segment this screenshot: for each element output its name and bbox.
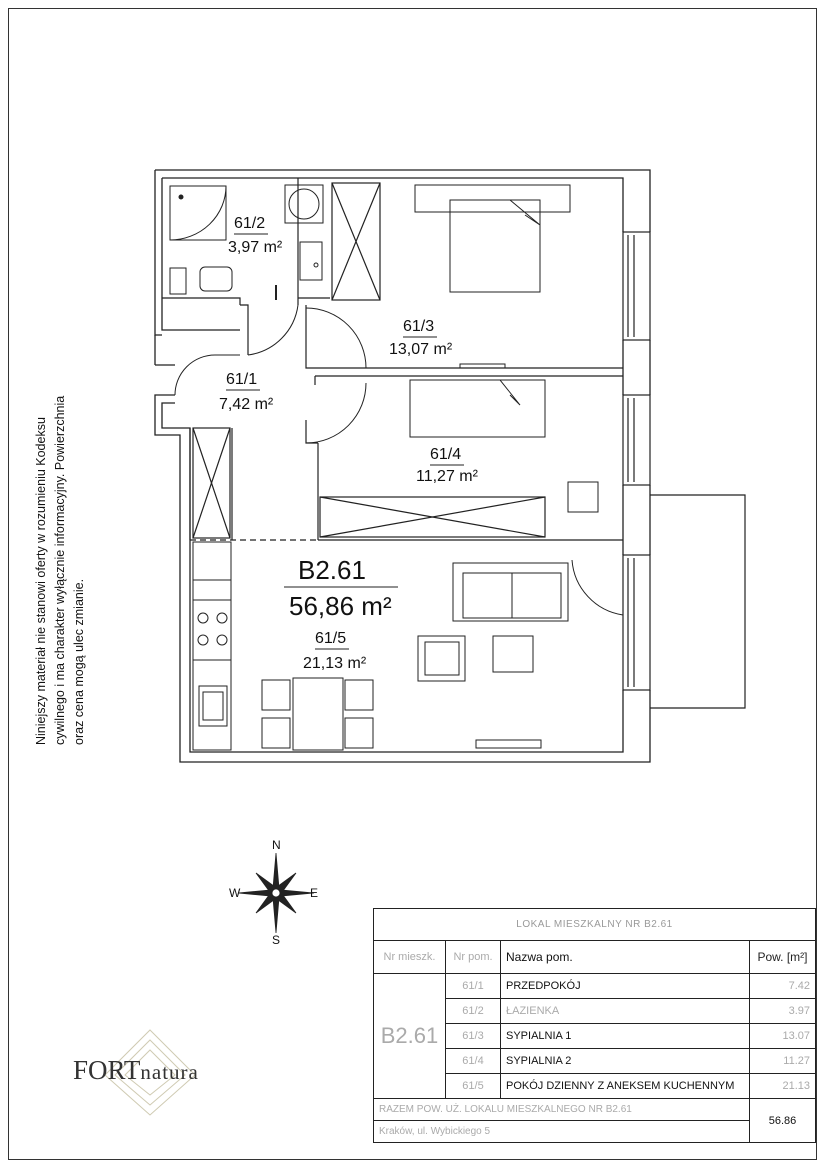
total-value: 56.86 [750,1099,816,1143]
row-room-area: 13.07 [750,1024,816,1049]
row-room-no: 61/4 [446,1049,501,1074]
room-61-5-area: 21,13 m² [303,655,367,672]
disclaimer-line-2: cywilnego i ma charakter wyłącznie informacyjny. Powierzchnia [53,395,67,745]
compass-rose [238,853,314,933]
col-name-header: Nazwa pom. [501,941,750,974]
row-room-area: 11.27 [750,1049,816,1074]
address: Kraków, ul. Wybickiego 5 [374,1121,750,1143]
legend-title: LOKAL MIESZKALNY NR B2.61 [374,909,816,941]
row-room-name: SYPIALNIA 2 [501,1049,750,1074]
room-61-4-area: 11,27 m² [416,468,478,485]
interior-walls [162,178,623,540]
row-room-area: 7.42 [750,974,816,999]
row-room-name: PRZEDPOKÓJ [501,974,750,999]
legend-row [374,974,816,999]
unit-name: B2.61 [298,555,366,585]
room-legend-table [373,908,816,1143]
row-room-name: ŁAZIENKA [501,999,750,1024]
legend-total-row [374,1099,816,1121]
unit-number-cell: B2.61 [374,974,446,1099]
row-room-no: 61/1 [446,974,501,999]
compass-west: W [229,886,241,900]
disclaimer-text [32,345,89,745]
compass-north: N [272,838,281,852]
row-room-area: 21.13 [750,1074,816,1099]
fortnatura-logo [73,1055,199,1086]
logo-natura: natura [140,1060,199,1084]
disclaimer-line-3: oraz cena mogą ulec zmianie. [72,578,86,745]
unit-area: 56,86 m² [289,591,392,621]
col-unit-header: Nr mieszk. [374,941,446,974]
room-61-2-area: 3,97 m² [228,239,283,256]
row-room-no: 61/5 [446,1074,501,1099]
room-61-4-number: 61/4 [430,446,462,463]
legend-title-row [374,909,816,941]
col-area-header: Pow. [m²] [750,941,816,974]
room-61-3-number: 61/3 [403,318,435,335]
compass-south: S [272,933,281,947]
kitchen [193,542,231,750]
legend-address-row [374,1121,816,1143]
row-room-no: 61/3 [446,1024,501,1049]
logo-fort: FORT [73,1055,141,1085]
row-room-name: SYPIALNIA 1 [501,1024,750,1049]
col-room-header: Nr pom. [446,941,501,974]
disclaimer-line-1: Niniejszy materiał nie stanowi oferty w rozumieniu Kodeksu [34,417,48,745]
row-room-name: POKÓJ DZIENNY Z ANEKSEM KUCHENNYM [501,1074,750,1099]
row-room-no: 61/2 [446,999,501,1024]
legend-header-row [374,941,816,974]
room-61-3-area: 13,07 m² [389,341,453,358]
room-61-5-number: 61/5 [315,630,347,647]
room-61-2-number: 61/2 [234,215,266,232]
outer-walls [155,170,650,762]
room-61-1-number: 61/1 [226,371,258,388]
balcony [650,495,745,708]
total-label: RAZEM POW. UŻ. LOKALU MIESZKALNEGO NR B2.61 [374,1099,750,1121]
wardrobes [193,183,545,538]
row-room-area: 3.97 [750,999,816,1024]
room-61-1-area: 7,42 m² [219,396,274,413]
windows [623,232,650,690]
compass-east: E [310,886,319,900]
